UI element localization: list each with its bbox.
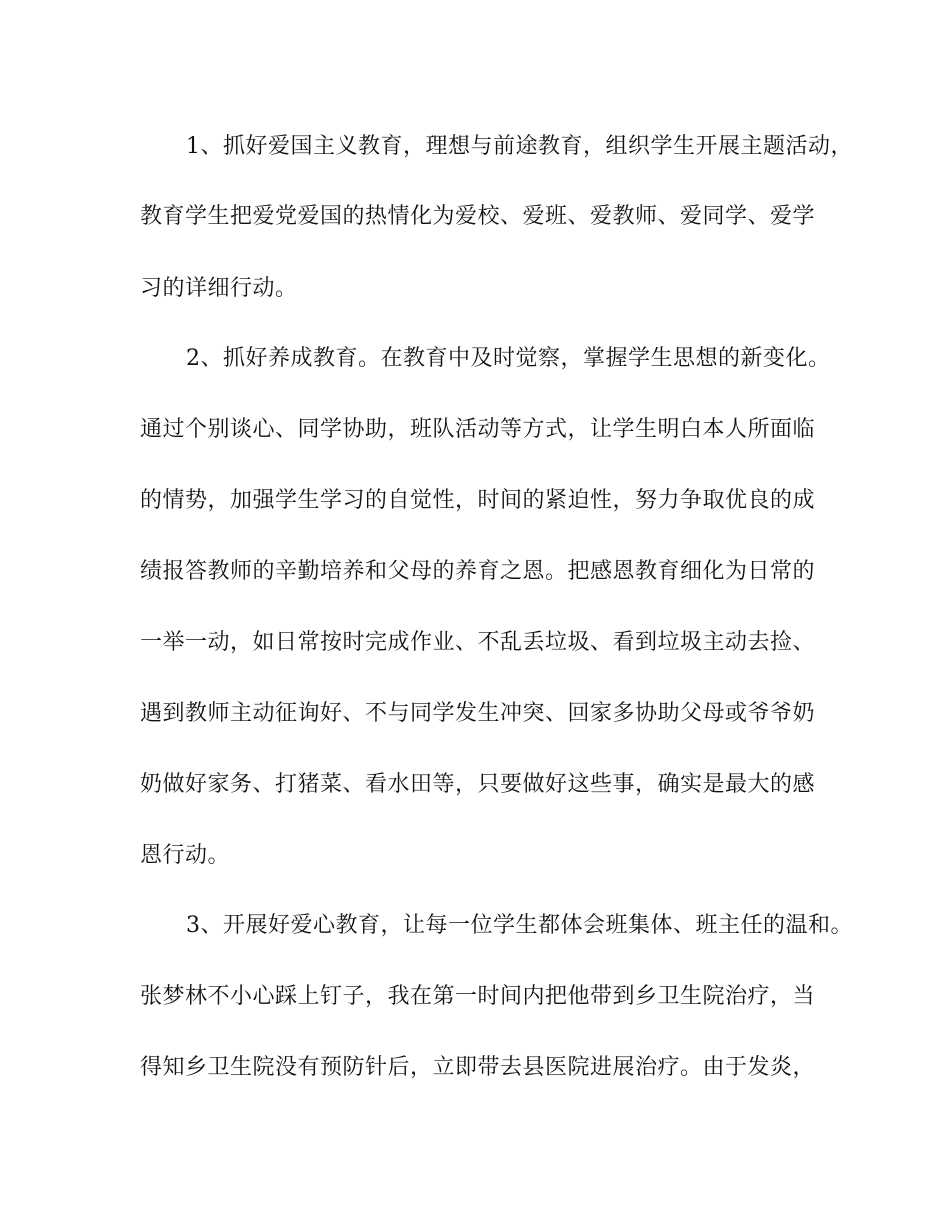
paragraph-1-line-2: 教育学生把爱党爱国的热情化为爱校、爱班、爱教师、爱同学、爱学: [140, 204, 816, 229]
paragraph-3-line-2: 张梦林不小心踩上钉子，我在第一时间内把他带到乡卫生院治疗，当: [140, 984, 816, 1009]
paragraph-2-line-2: 通过个别谈心、同学协助，班队活动等方式，让学生明白本人所面临: [140, 417, 816, 442]
paragraph-2-line-1: 2、抓好养成教育。在教育中及时觉察，掌握学生思想的新变化。: [186, 346, 831, 371]
paragraph-2-line-5: 一举一动，如日常按时完成作业、不乱丢垃圾、看到垃圾主动去捡、: [140, 630, 816, 655]
paragraph-3-line-3: 得知乡卫生院没有预防针后，立即带去县医院进展治疗。由于发炎，: [140, 1055, 816, 1080]
paragraph-2-line-3: 的情势，加强学生学习的自觉性，时间的紧迫性，努力争取优良的成: [140, 488, 816, 513]
paragraph-1-line-3: 习的详细行动。: [140, 276, 298, 301]
paragraph-3-line-1: 3、开展好爱心教育，让每一位学生都体会班集体、班主任的温和。: [186, 913, 853, 938]
paragraph-2-line-6: 遇到教师主动征询好、不与同学发生冲突、回家多协助父母或爷爷奶: [140, 701, 816, 726]
paragraph-2-line-8: 恩行动。: [140, 843, 231, 868]
paragraph-2-line-4: 绩报答教师的辛勤培养和父母的养育之恩。把感恩教育细化为日常的: [140, 559, 816, 584]
paragraph-2-line-7: 奶做好家务、打猪菜、看水田等，只要做好这些事，确实是最大的感: [140, 772, 816, 797]
paragraph-1-line-1: 1、抓好爱国主义教育，理想与前途教育，组织学生开展主题活动，: [186, 134, 853, 159]
